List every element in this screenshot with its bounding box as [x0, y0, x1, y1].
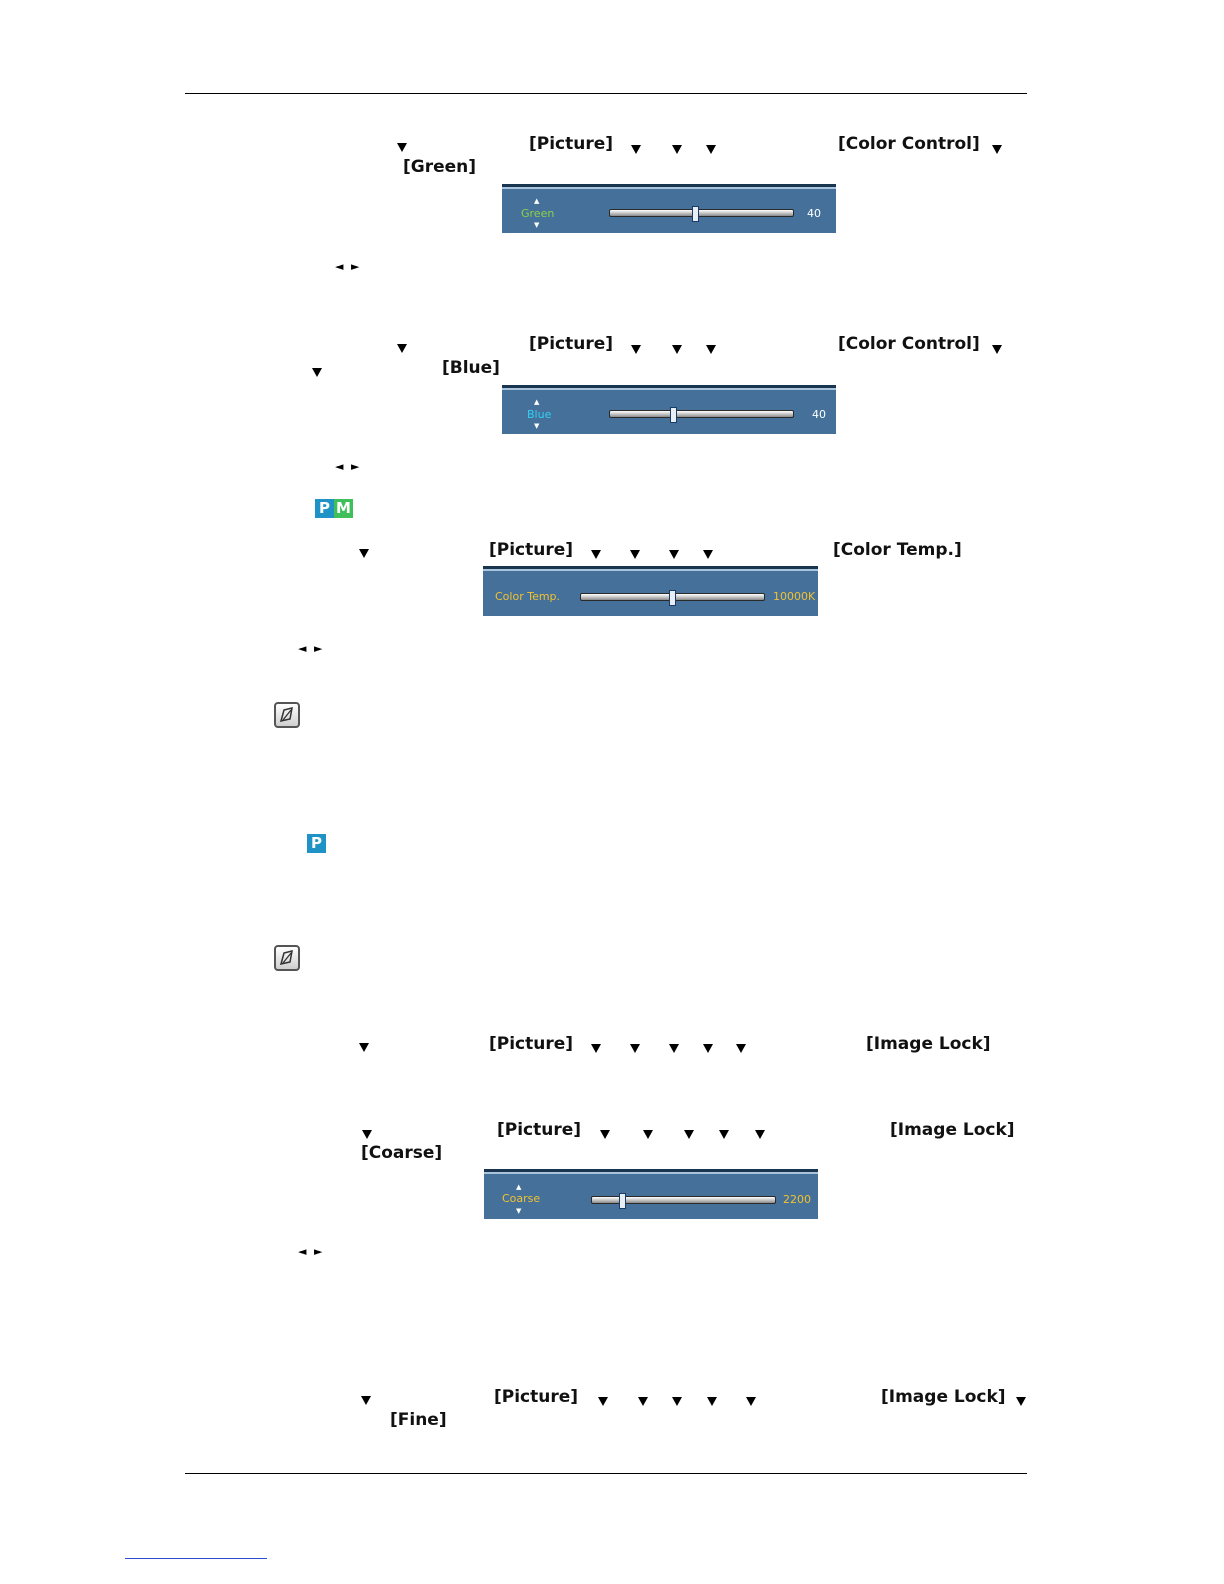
down-arrow-icon	[703, 1044, 713, 1053]
picture-label: [Picture]	[529, 334, 614, 354]
left-right-arrows: ◄ ►	[335, 260, 362, 273]
down-arrow-icon	[992, 345, 1002, 354]
down-arrow-icon: ▼	[534, 422, 540, 430]
green-slider-track[interactable]	[609, 209, 794, 217]
footer-link-underline[interactable]	[125, 1558, 267, 1559]
note-icon	[274, 945, 300, 971]
color-temp-osd-label: Color Temp.	[495, 590, 561, 603]
left-right-arrows: ◄ ►	[298, 642, 325, 655]
left-right-arrows: ◄ ►	[335, 460, 362, 473]
fine-label: [Fine]	[390, 1410, 447, 1430]
header-rule	[185, 93, 1027, 94]
up-arrow-icon: ▲	[516, 1183, 522, 1191]
down-arrow-icon	[630, 550, 640, 559]
down-arrow-icon	[684, 1130, 694, 1139]
color-temp-osd-panel	[483, 566, 818, 616]
down-arrow-icon	[1016, 1397, 1026, 1406]
green-osd-label: Green	[521, 207, 555, 220]
down-arrow-icon	[359, 1043, 369, 1052]
m-mode-icon: M	[334, 499, 353, 518]
down-arrow-icon	[992, 145, 1002, 154]
down-arrow-icon	[631, 145, 641, 154]
blue-osd-label: Blue	[527, 408, 552, 421]
down-arrow-icon	[591, 550, 601, 559]
down-arrow-icon	[598, 1397, 608, 1406]
color-temp-osd-value: 10000K	[773, 590, 816, 603]
down-arrow-icon	[359, 549, 369, 558]
down-arrow-icon	[703, 550, 713, 559]
green-label: [Green]	[403, 157, 477, 177]
picture-label: [Picture]	[497, 1120, 582, 1140]
down-arrow-icon	[719, 1130, 729, 1139]
down-arrow-icon	[397, 143, 407, 152]
blue-slider-track[interactable]	[609, 410, 794, 418]
down-arrow-icon	[669, 550, 679, 559]
down-arrow-icon	[672, 345, 682, 354]
green-osd-panel	[502, 184, 836, 233]
picture-label: [Picture]	[529, 134, 614, 154]
down-arrow-icon	[600, 1130, 610, 1139]
down-arrow-icon	[643, 1130, 653, 1139]
down-arrow-icon	[736, 1044, 746, 1053]
coarse-osd-label: Coarse	[502, 1192, 541, 1205]
down-arrow-icon	[672, 145, 682, 154]
down-arrow-icon	[312, 368, 322, 377]
down-arrow-icon: ▼	[534, 221, 540, 229]
green-osd-value: 40	[807, 207, 821, 220]
down-arrow-icon: ▼	[516, 1207, 522, 1215]
picture-label: [Picture]	[489, 1034, 574, 1054]
note-icon	[274, 702, 300, 728]
image-lock-label: [Image Lock]	[890, 1120, 1015, 1140]
image-lock-label: [Image Lock]	[866, 1034, 991, 1054]
picture-label: [Picture]	[489, 540, 574, 560]
p-mode-icon: P	[315, 499, 334, 518]
p-mode-badge	[307, 834, 326, 853]
blue-slider-thumb[interactable]	[670, 407, 677, 423]
image-lock-label: [Image Lock]	[881, 1387, 1006, 1407]
green-slider-thumb[interactable]	[692, 206, 699, 222]
coarse-slider-thumb[interactable]	[619, 1193, 626, 1209]
down-arrow-icon	[630, 1044, 640, 1053]
blue-osd-value: 40	[812, 408, 826, 421]
coarse-osd-value: 2200	[783, 1193, 811, 1206]
p-mode-icon: P	[307, 834, 326, 853]
down-arrow-icon	[706, 145, 716, 154]
blue-osd-panel	[502, 385, 836, 434]
down-arrow-icon	[361, 1396, 371, 1405]
coarse-label: [Coarse]	[361, 1143, 443, 1163]
up-arrow-icon: ▲	[534, 398, 540, 406]
blue-label: [Blue]	[442, 358, 500, 378]
down-arrow-icon	[362, 1130, 372, 1139]
color-control-label: [Color Control]	[838, 134, 980, 154]
down-arrow-icon	[755, 1130, 765, 1139]
color-temp-label: [Color Temp.]	[833, 540, 962, 560]
down-arrow-icon	[746, 1397, 756, 1406]
footer-rule	[185, 1473, 1027, 1474]
up-arrow-icon: ▲	[534, 197, 540, 205]
down-arrow-icon	[397, 344, 407, 353]
down-arrow-icon	[707, 1397, 717, 1406]
down-arrow-icon	[672, 1397, 682, 1406]
down-arrow-icon	[631, 345, 641, 354]
down-arrow-icon	[638, 1397, 648, 1406]
down-arrow-icon	[706, 345, 716, 354]
pm-mode-badge	[315, 499, 353, 518]
left-right-arrows: ◄ ►	[298, 1245, 325, 1258]
picture-label: [Picture]	[494, 1387, 579, 1407]
down-arrow-icon	[591, 1044, 601, 1053]
color-temp-slider-thumb[interactable]	[669, 590, 676, 606]
coarse-osd-panel	[484, 1169, 818, 1219]
color-control-label: [Color Control]	[838, 334, 980, 354]
down-arrow-icon	[669, 1044, 679, 1053]
